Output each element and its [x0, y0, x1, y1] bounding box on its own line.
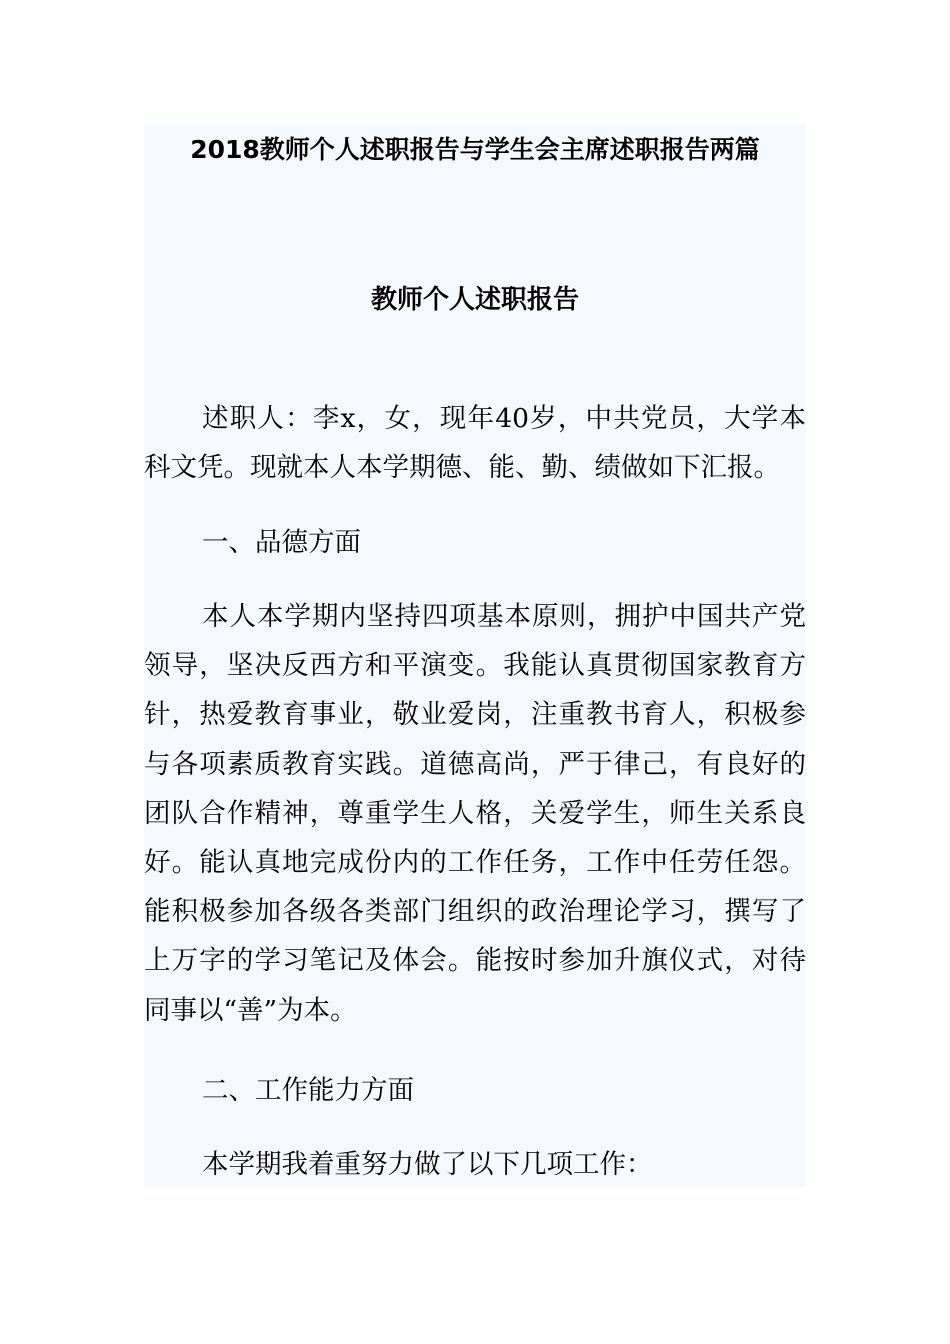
heading-moral-character: 一、品德方面: [202, 527, 361, 558]
document-title: 2018教师个人述职报告与学生会主席述职报告两篇: [190, 135, 760, 164]
work-ability-paragraph: 本学期我着重努力做了以下几项工作：: [202, 1149, 653, 1180]
moral-character-paragraph: 本人本学期内坚持四项基本原则，拥护中国共产党领导，坚决反西方和平演变。我能认真贯彻国家教育方针，热爱教育事业，敬业爱岗，注重教书育人，积极参与各项素质教育实践。道德高尚，严于律己，有良好的团队合作精神，尊重学生人格，关爱学生，师生关系良好。能认真地完成份内的工作任务，工作中任劳任怨。能积极参加各级各类部门组织的政治理论学习，撰写了上万字的学习笔记及体会。能按时参加升旗仪式，对待同事以“善”为本。: [144, 601, 806, 1026]
intro-paragraph: 述职人：李x，女，现年40岁，中共党员，大学本科文凭。现就本人本学期德、能、勤、绩做如下汇报。: [144, 403, 806, 484]
heading-work-ability: 二、工作能力方面: [202, 1075, 414, 1106]
section-heading: 教师个人述职报告: [370, 285, 579, 315]
